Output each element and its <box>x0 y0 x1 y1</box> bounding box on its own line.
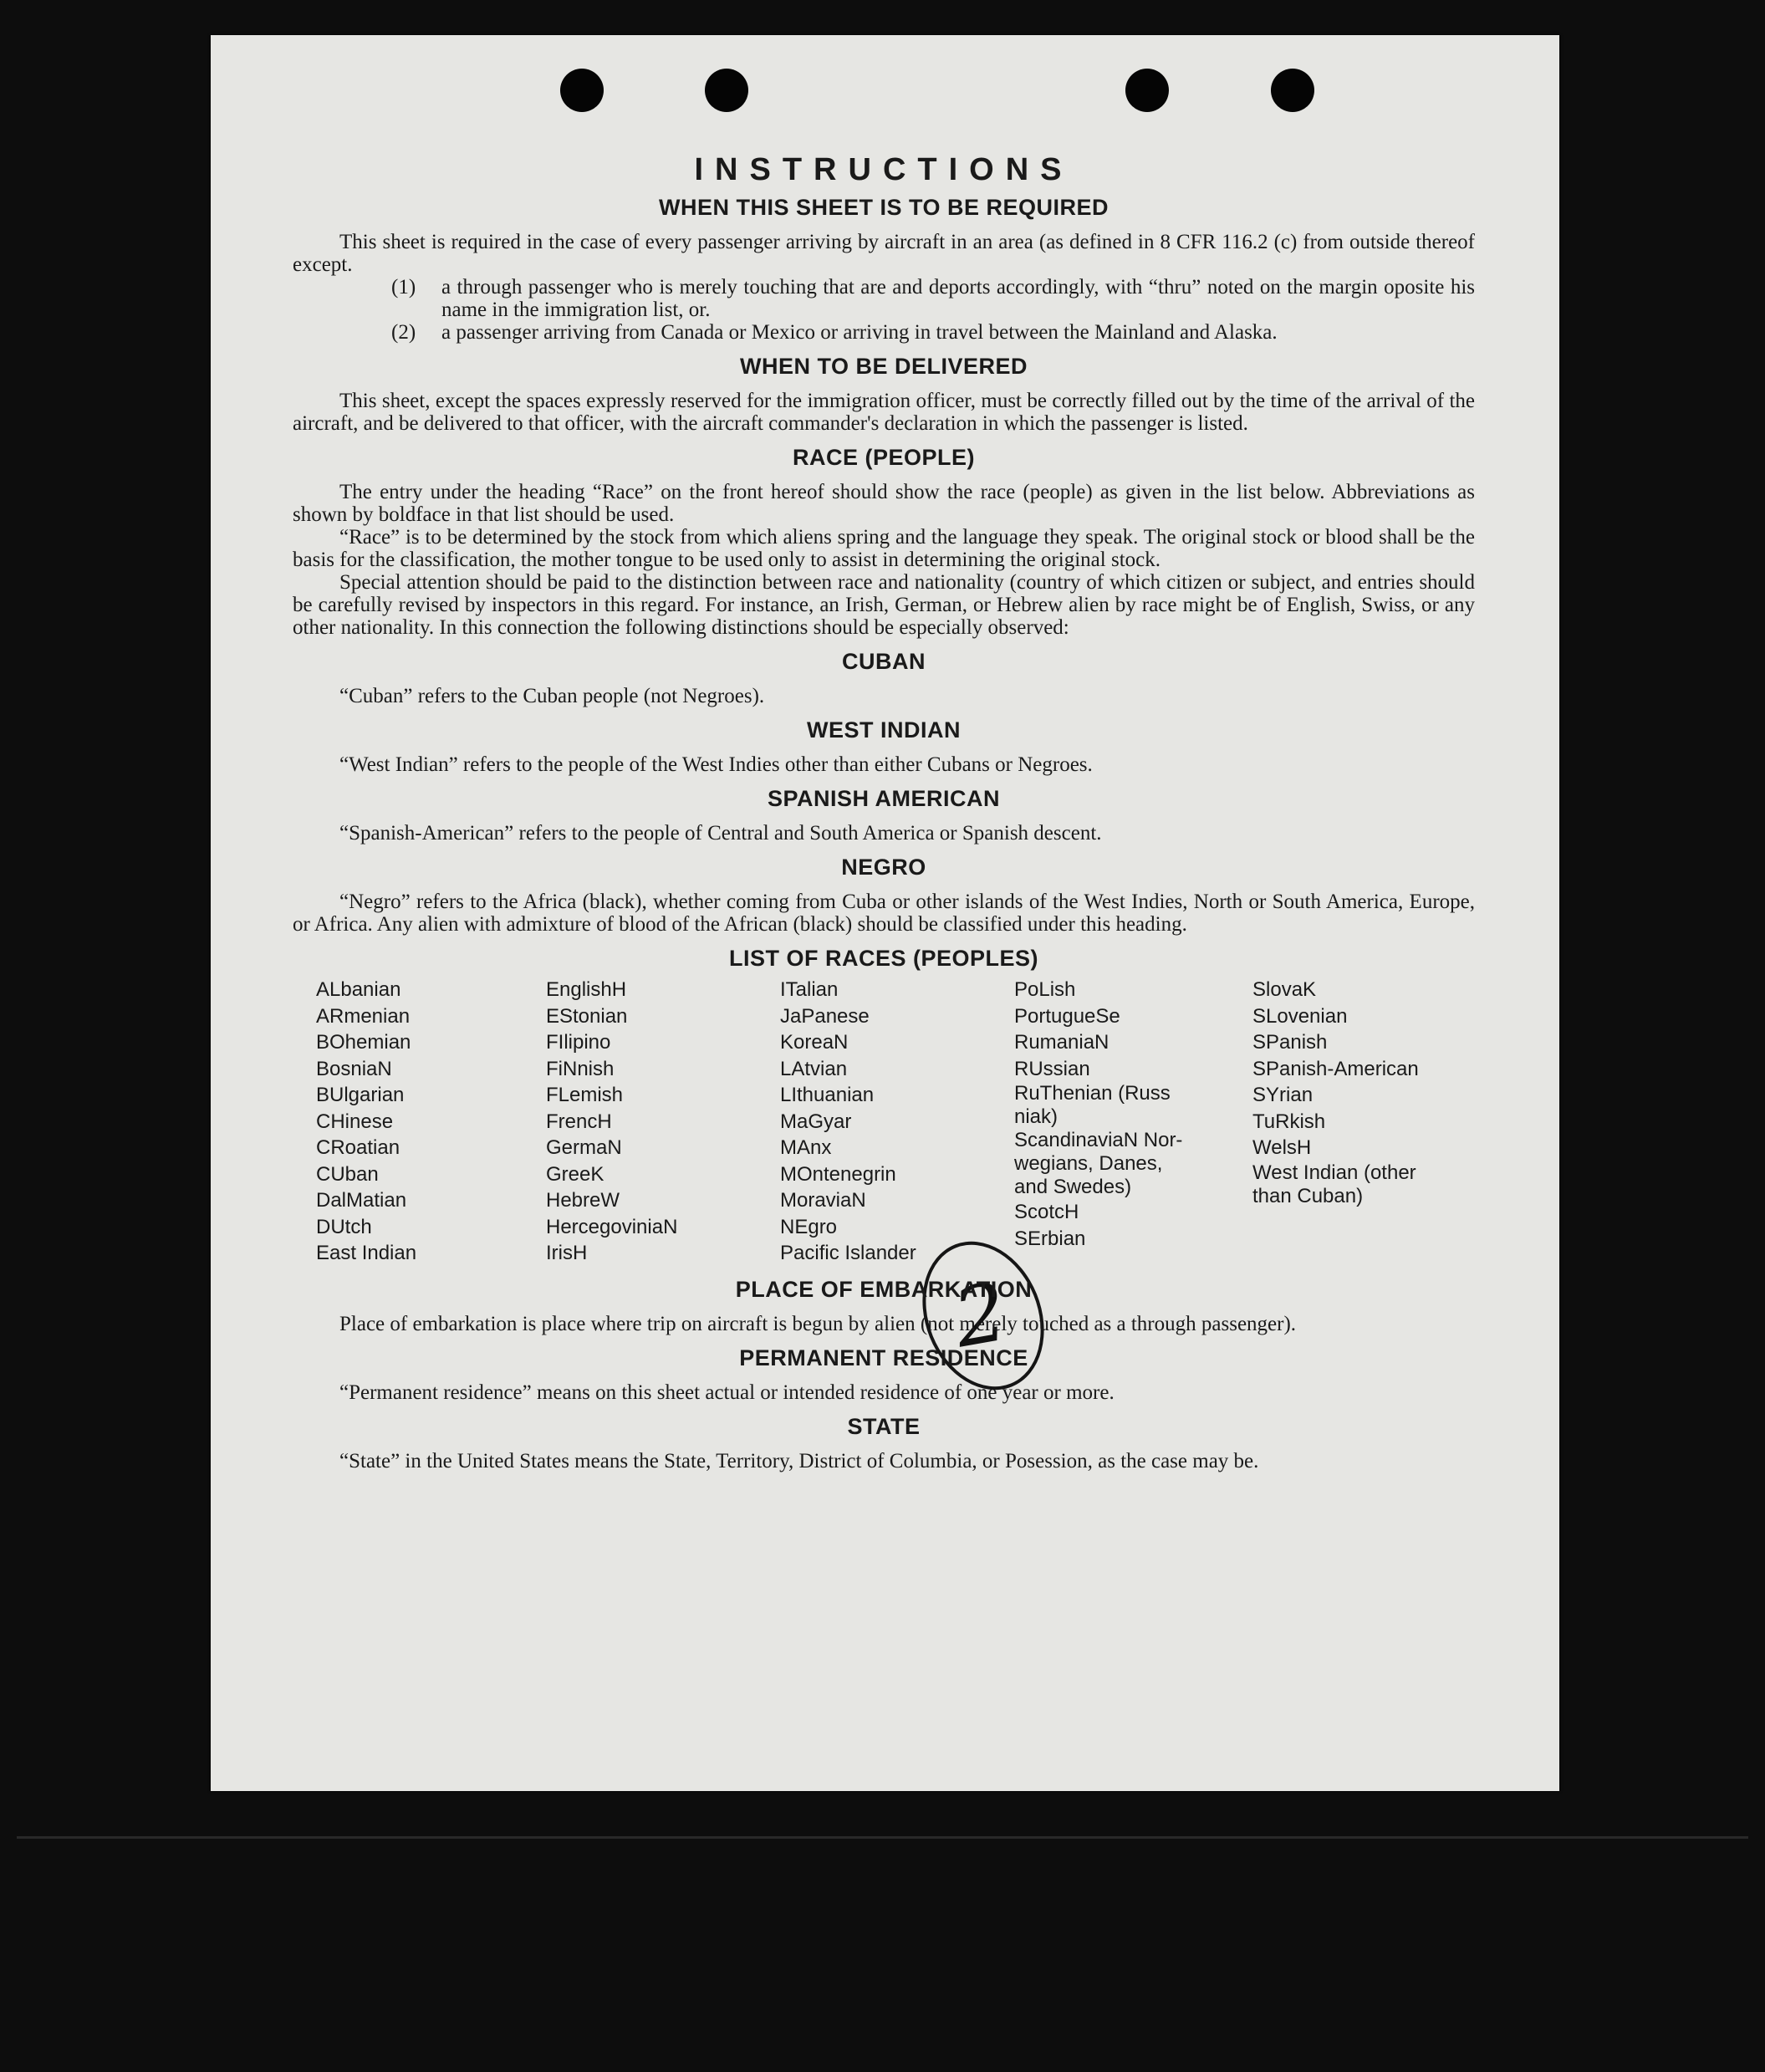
race-entry: NEgro <box>780 1215 838 1238</box>
heading-west-indian: WEST INDIAN <box>807 717 961 743</box>
races-table <box>316 977 1475 1267</box>
race-entry: SlovaK <box>1252 978 1317 1001</box>
race-entry: ALbanian <box>316 978 401 1001</box>
item-text: a through passenger who is merely touching that are and deports accordingly, with “thru” noted on the margin oposite his name in the immigration list, or. <box>441 276 1475 321</box>
races-column <box>780 977 1014 1267</box>
race-entry: MOntenegrin <box>780 1162 896 1186</box>
paragraph-cuban: “Cuban” refers to the Cuban people (not Negroes). <box>339 685 765 707</box>
section-heading-delivered: WHEN TO BE DELIVERED <box>739 354 1028 379</box>
races-column <box>546 977 780 1267</box>
race-entry: SErbian <box>1014 1227 1086 1250</box>
item-number: (1) <box>391 276 416 299</box>
heading-embarkation: PLACE OF EMBARKATION <box>735 1276 1033 1302</box>
race-entry: MAnx <box>780 1136 832 1159</box>
paragraph-race-3: Special attention should be paid to the distinction between race and nationality (country of which citizen or subject, and entries should be carefully revised by inspectors in this regard. For instance, an Irish, German, or Hebrew alien by race might be of English, Swiss, or any other nationality. In this connection the following distinctions should be especially observed: <box>293 571 1475 639</box>
race-entry: WelsH <box>1252 1136 1312 1159</box>
paragraph-west-indian: “West Indian” refers to the people of the West Indies other than either Cubans or Negroes. <box>339 753 1093 776</box>
paragraph-state: “State” in the United States means the State, Territory, District of Columbia, or Posession, as the case may be. <box>339 1449 1259 1472</box>
paragraph-residence: “Permanent residence” means on this sheet actual or intended residence of one year or more. <box>339 1380 1115 1404</box>
race-entry: CRoatian <box>316 1136 400 1159</box>
race-entry: HercegoviniaN <box>546 1215 678 1238</box>
race-entry: SPanish <box>1252 1031 1328 1054</box>
race-entry: GreeK <box>546 1162 604 1186</box>
race-entry: DalMatian <box>316 1189 407 1212</box>
heading-spanish-american: SPANISH AMERICAN <box>767 786 1000 811</box>
section-heading-required: WHEN THIS SHEET IS TO BE REQUIRED <box>658 195 1110 220</box>
race-entry: JaPanese <box>780 1004 870 1028</box>
paragraph-race-1: The entry under the heading “Race” on the front hereof should show the race (people) as given in the list below. Abbreviations as shown by boldface in that list should be used. <box>293 481 1475 526</box>
race-entry: CHinese <box>316 1110 394 1133</box>
race-entry: PoLish <box>1014 978 1076 1001</box>
punch-hole <box>560 69 604 112</box>
race-entry: BosniaN <box>316 1057 392 1080</box>
races-column <box>1014 977 1252 1267</box>
race-entry: RuThenian (Russ niak) <box>1014 1082 1171 1128</box>
race-entry: East Indian <box>316 1242 417 1264</box>
paragraph-race-2: “Race” is to be determined by the stock from which aliens spring and the language they speak. The original stock or blood shall be the basis for the classification, the mother tongue to be used only to assist in determining the original stock. <box>293 526 1475 571</box>
races-column <box>316 977 546 1267</box>
race-entry: LAtvian <box>780 1057 848 1080</box>
race-entry: Pacific Islander <box>780 1242 916 1264</box>
races-column <box>1252 977 1487 1267</box>
heading-cuban: CUBAN <box>842 649 926 674</box>
document-content <box>293 152 1475 1472</box>
race-entry: HebreW <box>546 1189 620 1212</box>
punch-hole <box>1125 69 1169 112</box>
heading-state: STATE <box>847 1413 921 1439</box>
race-entry: FiNnish <box>546 1057 615 1080</box>
race-entry: FLemish <box>546 1084 624 1106</box>
race-entry: TuRkish <box>1252 1110 1326 1133</box>
race-entry: LIthuanian <box>780 1084 875 1106</box>
race-entry: SPanish-American <box>1252 1057 1419 1080</box>
page-title: INSTRUCTIONS <box>694 152 1074 187</box>
punch-hole <box>705 69 748 112</box>
race-entry: KoreaN <box>780 1031 849 1054</box>
race-entry: RumaniaN <box>1014 1031 1110 1054</box>
race-entry: SLovenian <box>1252 1004 1348 1028</box>
race-entry: ScandinaviaN Nor- wegians, Danes, and Swedes) <box>1014 1129 1183 1198</box>
race-entry: ScotcH <box>1014 1201 1079 1223</box>
race-entry: ITalian <box>780 978 839 1001</box>
section-heading-race: RACE (PEOPLE) <box>792 445 976 470</box>
race-entry: SYrian <box>1252 1084 1314 1106</box>
heading-negro: NEGRO <box>841 855 926 880</box>
heading-residence: PERMANENT RESIDENCE <box>739 1345 1028 1370</box>
race-entry: GermaN <box>546 1136 622 1159</box>
race-entry: MaGyar <box>780 1110 852 1133</box>
race-entry: ARmenian <box>316 1004 411 1028</box>
race-entry: RUssian <box>1014 1057 1090 1080</box>
race-entry: CUban <box>316 1162 379 1186</box>
race-entry: FIlipino <box>546 1031 611 1054</box>
scan-edge-line <box>17 1836 1748 1839</box>
punch-hole <box>1271 69 1314 112</box>
race-entry: EnglishH <box>546 978 627 1001</box>
race-entry: DUtch <box>316 1215 372 1238</box>
item-number: (2) <box>391 321 416 344</box>
race-entry: BUlgarian <box>316 1084 405 1106</box>
list-item <box>391 276 1475 321</box>
race-entry: BOhemian <box>316 1031 411 1054</box>
race-entry: MoraviaN <box>780 1189 866 1212</box>
item-text: a passenger arriving from Canada or Mexico or arriving in travel between the Mainland and Alaska. <box>441 321 1278 344</box>
paragraph-required: This sheet is required in the case of every passenger arriving by aircraft in an area (as defined in 8 CFR 116.2 (c) from outside thereof except. <box>293 231 1475 276</box>
race-entry: PortugueSe <box>1014 1004 1120 1028</box>
paragraph-spanish-american: “Spanish-American” refers to the people of Central and South America or Spanish descent. <box>339 822 1102 845</box>
handwritten-number: 2 <box>946 1264 1014 1366</box>
list-item <box>391 321 1475 344</box>
race-entry: EStonian <box>546 1004 628 1028</box>
heading-list-of-races: LIST OF RACES (PEOPLES) <box>728 946 1039 971</box>
race-entry: FrencH <box>546 1110 612 1133</box>
document-page <box>211 35 1559 1791</box>
paragraph-negro: “Negro” refers to the Africa (black), whether coming from Cuba or other islands of the West Indies, North or South America, Europe, or Africa. Any alien with admixture of blood of the African (black) should be classified under this heading. <box>293 891 1475 936</box>
race-entry: West Indian (other than Cuban) <box>1252 1161 1416 1207</box>
paragraph-embarkation: Place of embarkation is place where trip on aircraft is begun by alien (not merely touched as a through passenger). <box>339 1312 1297 1335</box>
paragraph-delivered: This sheet, except the spaces expressly reserved for the immigration officer, must be correctly filled out by the time of the arrival of the aircraft, and be delivered to that officer, with the aircraft commander's declaration in which the passenger is listed. <box>293 390 1475 435</box>
race-entry: IrisH <box>546 1242 588 1264</box>
